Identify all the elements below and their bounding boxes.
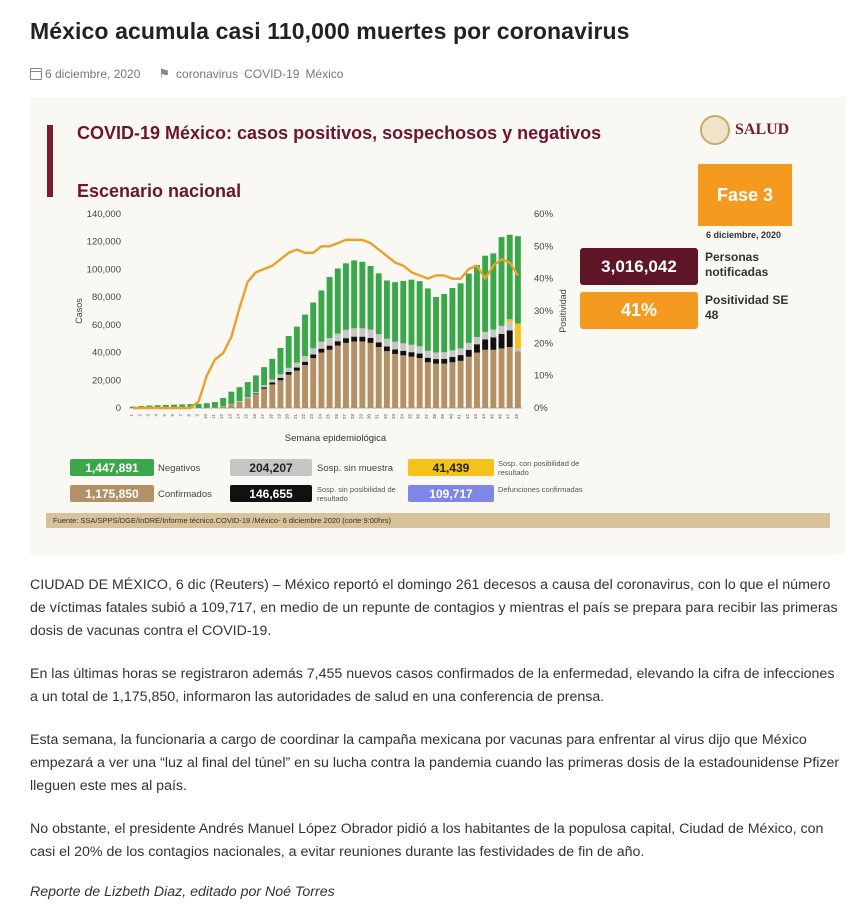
bar-segment [425, 351, 431, 358]
bar-segment [310, 355, 316, 359]
bar-segment [376, 334, 382, 342]
report-date: 6 diciembre, 2020 [706, 230, 782, 240]
bar-segment [286, 372, 292, 375]
bar-segment [269, 382, 275, 384]
bar-segment [400, 343, 406, 350]
bar-segment [392, 282, 398, 342]
x-tick-label: 41 [456, 414, 462, 420]
bar-segment [368, 330, 374, 338]
y2-tick-label: 20% [534, 338, 554, 350]
bar-segment [343, 263, 349, 330]
bar-segment [425, 288, 431, 350]
bar-segment [400, 281, 406, 343]
y-tick-label: 40,000 [91, 347, 121, 359]
bar-segment [253, 394, 259, 408]
bar-segment [294, 368, 300, 371]
x-tick-label: 13 [227, 414, 233, 420]
x-tick-label: 43 [472, 414, 478, 420]
bar-segment [302, 315, 308, 357]
bar-segment [335, 334, 341, 342]
bar-segment [466, 343, 472, 350]
bar-segment [449, 362, 455, 408]
bar-segment [245, 397, 251, 398]
bar-segment [392, 354, 398, 408]
bar-segment [409, 352, 415, 357]
x-tick-label: 36 [415, 414, 421, 420]
legend-label-negativos: Negativos [158, 463, 201, 474]
bar-segment [294, 327, 300, 363]
bar-segment [269, 380, 275, 383]
legend-label-sosp-con-posibilidad: Sosp. con posibilidad de resultado [498, 459, 580, 477]
bar-segment [368, 343, 374, 408]
bar-segment [286, 375, 292, 408]
x-tick-label: 32 [382, 414, 388, 420]
bar-segment [466, 274, 472, 343]
bar-segment [310, 348, 316, 354]
bar-segment [499, 348, 505, 408]
bar-segment [433, 359, 439, 364]
x-tick-label: 2 [137, 414, 143, 417]
bar-segment [351, 337, 357, 342]
bar-segment [343, 343, 349, 408]
bar-segment [384, 339, 390, 347]
x-tick-label: 4 [153, 414, 159, 417]
bar-segment [449, 350, 455, 357]
x-tick-label: 35 [407, 414, 413, 420]
y2-tick-label: 60% [534, 209, 554, 220]
bar-segment [351, 341, 357, 408]
bar-segment [253, 375, 259, 392]
bar-segment [474, 265, 480, 337]
bar-segment [269, 359, 275, 380]
legend-label-sosp-sin-muestra: Sosp. sin muestra [317, 463, 394, 474]
tag-link-covid19[interactable]: COVID-19 [244, 67, 300, 81]
bar-segment [474, 353, 480, 408]
x-tick-label: 37 [423, 414, 429, 420]
bar-segment [384, 346, 390, 351]
bar-segment [392, 342, 398, 350]
bar-segment [433, 352, 439, 359]
bar-segment [507, 330, 513, 347]
source-note: Fuente: SSA/SPPS/DGE/InDRE/Informe técnico.COVID-19 /México- 6 diciembre 2020 (corte 9:00hrs) [46, 513, 830, 528]
bar-segment [466, 350, 472, 357]
bar-segment [359, 328, 365, 336]
bar-segment [417, 354, 423, 359]
x-tick-label: 30 [366, 414, 372, 420]
bar-segment [499, 237, 505, 326]
y-tick-label: 60,000 [91, 319, 121, 331]
x-tick-label: 6 [170, 414, 176, 417]
bar-segment [384, 351, 390, 408]
article-title: México acumula casi 110,000 muertes por coronavirus [30, 18, 630, 44]
bar-segment [499, 326, 505, 334]
bar-segment [261, 367, 267, 385]
infographic-image [30, 97, 845, 555]
x-tick-label: 24 [317, 414, 323, 420]
x-tick-label: 14 [235, 414, 241, 420]
bar-segment [327, 277, 333, 338]
bar-segment [449, 357, 455, 362]
x-tick-label: 48 [513, 414, 519, 420]
bar-segment [425, 358, 431, 363]
bar-segment [318, 290, 324, 341]
bar-segment [376, 347, 382, 408]
bar-segment [507, 322, 513, 330]
bar-segment [376, 342, 382, 347]
bar-segment [261, 389, 267, 408]
bar-segment [400, 355, 406, 408]
bar-segment [409, 280, 415, 345]
legend-label-sosp-sin-posibilidad: Sosp. sin posibilidad de resultado [317, 485, 396, 503]
x-tick-label: 39 [440, 414, 446, 420]
bar-segment [335, 341, 341, 345]
y-tick-label: 120,000 [86, 236, 121, 248]
legend-value-sosp-sin-muestra: 204,207 [230, 459, 312, 476]
notified-value: 3,016,042 [580, 248, 698, 285]
bar-segment [302, 356, 308, 362]
bar-segment [376, 273, 382, 334]
bar-segment [458, 348, 464, 355]
article-paragraph-3: Esta semana, la funcionaria a cargo de coordinar la campaña mexicana por vacunas para enfrentar al virus dijo que México empezará a ver una “luz al final del túnel” en su lucha contra la pandemia cuando las primeras dosis de la estadounidense Pfizer lleguen este mes al país. [30, 732, 840, 794]
bar-segment [515, 348, 521, 351]
bar-segment [327, 338, 333, 346]
bar-segment [204, 403, 210, 408]
bar-segment [327, 350, 333, 408]
y2-axis-label: Positividad [558, 289, 568, 333]
bar-segment [318, 342, 324, 349]
bar-segment [351, 260, 357, 328]
bar-segment [417, 358, 423, 408]
bar-segment [433, 364, 439, 408]
y-tick-label: 0 [115, 403, 121, 414]
x-tick-label: 31 [374, 414, 380, 420]
bar-segment [417, 281, 423, 346]
x-tick-label: 19 [276, 414, 282, 420]
bar-segment [507, 319, 513, 322]
bar-segment [310, 303, 316, 349]
legend-value-negativos: 1,447,891 [70, 459, 154, 476]
bar-segment [441, 364, 447, 408]
x-tick-label: 42 [464, 414, 470, 420]
bar-segment [351, 328, 357, 336]
x-tick-label: 23 [309, 414, 315, 420]
bar-segment [368, 266, 374, 330]
bar-segment [228, 392, 234, 404]
x-tick-label: 33 [391, 414, 397, 420]
bar-segment [302, 365, 308, 408]
x-tick-label: 27 [341, 414, 347, 420]
x-tick-label: 40 [448, 414, 454, 420]
bar-segment [237, 387, 243, 401]
y-tick-label: 100,000 [86, 264, 121, 276]
bar-segment [220, 407, 226, 408]
x-tick-label: 11 [210, 414, 216, 419]
bar-segment [507, 235, 513, 320]
article-paragraph-4: No obstante, el presidente Andrés Manuel López Obrador pidió a los habitantes de la populosa capital, Ciudad de México, con casi el 20% de los contagios nacionales, a evitar reuniones durante las festividades de fin de año. [30, 821, 824, 860]
x-tick-label: 38 [432, 414, 438, 420]
bar-segment [392, 349, 398, 354]
x-tick-label: 16 [251, 414, 257, 420]
bar-segment [368, 338, 374, 343]
positivity-label: Positividad SE 48 [705, 293, 789, 322]
bar-segment [425, 362, 431, 408]
y2-tick-label: 10% [534, 370, 554, 382]
x-tick-label: 10 [202, 414, 208, 420]
article-paragraph-1: CIUDAD DE MÉXICO, 6 dic (Reuters) – México reportó el domingo 261 decesos a causa del coronavirus, con lo que el número de víctimas fatales subió a 109,717, en medio de un repunte de contagios y mientras el país se prepara para recibir las primeras dosis de vacunas contra el COVID-19. [30, 577, 838, 639]
salud-logo-text: SALUD [735, 121, 790, 138]
article-meta [30, 66, 349, 82]
x-tick-label: 22 [301, 414, 307, 420]
calendar-icon [30, 68, 42, 80]
bar-segment [245, 382, 251, 397]
bar-segment [310, 358, 316, 408]
infographic-subtitle: Escenario nacional [77, 181, 242, 201]
bar-segment [433, 297, 439, 352]
x-tick-label: 21 [292, 414, 298, 420]
bar-segment [318, 349, 324, 353]
bar-segment [458, 283, 464, 348]
bar-segment [302, 362, 308, 365]
bar-segment [441, 359, 447, 364]
bar-segment [253, 393, 259, 394]
y2-tick-label: 30% [534, 306, 554, 317]
x-tick-label: 44 [481, 414, 487, 420]
bar-segment [515, 323, 521, 348]
stacked-bar-chart [30, 97, 845, 457]
bar-segment [482, 339, 488, 349]
positivity-value: 41% [580, 292, 698, 329]
bar-segment [278, 348, 284, 374]
bar-segment [261, 385, 267, 387]
x-tick-label: 5 [161, 414, 167, 417]
bar-segment [458, 361, 464, 408]
bar-segment [409, 357, 415, 408]
x-tick-label: 1 [129, 414, 135, 417]
bar-segment [237, 401, 243, 402]
bar-segment [482, 350, 488, 408]
bar-segment [318, 353, 324, 408]
bar-segment [441, 352, 447, 359]
bar-segment [474, 344, 480, 352]
y-tick-label: 140,000 [86, 209, 121, 220]
bar-segment [458, 355, 464, 361]
bar-segment [466, 357, 472, 408]
bar-segment [474, 337, 480, 344]
bar-segment [327, 346, 333, 350]
x-tick-label: 26 [333, 414, 339, 420]
x-tick-label: 28 [350, 414, 356, 420]
x-tick-label: 15 [243, 414, 249, 420]
x-tick-label: 17 [260, 414, 266, 420]
x-tick-label: 29 [358, 414, 364, 420]
x-tick-label: 20 [284, 414, 290, 420]
x-tick-label: 46 [497, 414, 503, 420]
x-tick-label: 8 [186, 414, 192, 417]
x-tick-label: 9 [194, 414, 200, 417]
article-date: 6 diciembre, 2020 [45, 67, 141, 81]
legend-value-sosp-con-posibilidad: 41,439 [408, 459, 494, 476]
bar-segment [228, 405, 234, 408]
bar-segment [482, 332, 488, 339]
bar-segment [261, 387, 267, 388]
tag-link-mexico[interactable]: México [305, 67, 344, 81]
bar-segment [294, 371, 300, 408]
bar-segment [253, 392, 259, 393]
article-paragraph-2: En las últimas horas se registraron además 7,455 nuevos casos confirmados de la enfermedad, elevando la cifra de infecciones a un total de 1,175,850, informaron las autoridades de salud en una conferencia de prensa. [30, 666, 835, 705]
y-axis-label: Casos [74, 298, 84, 324]
notified-label: Personas notificadas [705, 250, 769, 279]
bar-segment [499, 334, 505, 349]
bar-segment [359, 341, 365, 408]
bar-segment [490, 337, 496, 349]
legend-label-confirmados: Confirmados [158, 489, 212, 500]
bar-segment [212, 402, 218, 408]
legend-label-defunciones: Defunciones confirmadas [498, 485, 583, 494]
x-tick-label: 7 [178, 414, 184, 417]
tag-link-coronavirus[interactable]: coronavirus [176, 67, 239, 81]
bar-segment [237, 402, 243, 408]
y2-tick-label: 40% [534, 273, 554, 285]
y2-tick-label: 0% [534, 403, 548, 414]
legend-value-sosp-sin-posibilidad: 146,655 [230, 485, 312, 502]
tag-icon: ⚑ [158, 66, 171, 81]
phase-badge: Fase 3 [698, 164, 792, 226]
bar-segment [515, 351, 521, 408]
bar-segment [490, 350, 496, 408]
legend-value-confirmados: 1,175,850 [70, 485, 154, 502]
x-tick-label: 45 [489, 414, 495, 420]
legend-value-defunciones: 109,717 [408, 485, 494, 502]
y-tick-label: 80,000 [91, 292, 121, 304]
x-tick-label: 12 [219, 414, 225, 420]
bar-segment [245, 398, 251, 408]
x-tick-label: 34 [399, 414, 405, 420]
bar-segment [359, 262, 365, 329]
bar-segment [278, 380, 284, 408]
y-tick-label: 20,000 [91, 375, 121, 387]
bar-segment [490, 330, 496, 338]
bar-segment [294, 363, 300, 368]
bar-segment [515, 236, 521, 323]
bar-segment [220, 398, 226, 406]
article-credit: Reporte de Lizbeth Diaz, editado por Noé Torres [30, 884, 335, 900]
bar-segment [286, 368, 292, 372]
bar-segment [400, 351, 406, 356]
x-tick-label: 3 [145, 414, 151, 417]
bar-segment [286, 336, 292, 368]
bar-segment [409, 345, 415, 352]
x-tick-label: 25 [325, 414, 331, 420]
bar-segment [441, 294, 447, 352]
bar-segment [384, 281, 390, 339]
bar-segment [449, 288, 455, 350]
bar-segment [417, 346, 423, 353]
infographic-title: COVID-19 México: casos positivos, sospechosos y negativos [77, 123, 602, 143]
bar-segment [343, 338, 349, 343]
bar-segment [269, 384, 275, 408]
bar-segment [343, 330, 349, 338]
bar-segment [278, 378, 284, 380]
bar-segment [335, 268, 341, 333]
bar-segment [335, 346, 341, 408]
y2-tick-label: 50% [534, 241, 554, 253]
x-tick-label: 18 [268, 414, 274, 420]
x-axis-label: Semana epidemiológica [284, 433, 387, 444]
bar-segment [507, 347, 513, 408]
x-tick-label: 47 [505, 414, 511, 420]
bar-segment [482, 256, 488, 332]
bar-segment [278, 374, 284, 377]
bar-segment [359, 337, 365, 342]
